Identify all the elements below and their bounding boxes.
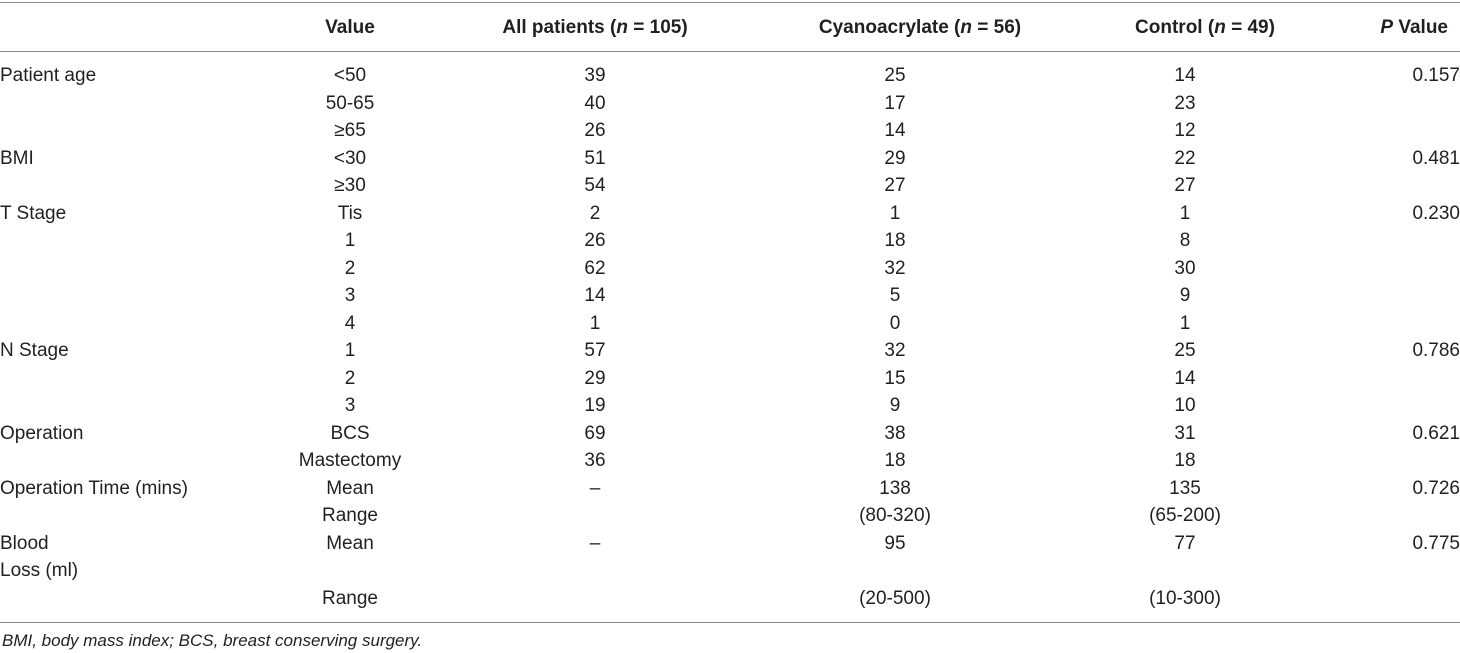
- control-cell: 14: [1174, 65, 1196, 86]
- p-value-cell: [1310, 227, 1460, 255]
- control-cell: 23: [1174, 92, 1196, 114]
- data-table: [0, 62, 1460, 612]
- all-patients-cell: –: [589, 532, 601, 554]
- value-cell: ≥65: [334, 120, 366, 141]
- table-row: [0, 62, 1460, 90]
- p-value-cell: [1310, 365, 1460, 393]
- all-patients-cell: 29: [584, 367, 606, 389]
- row-label-cell: BMI: [0, 147, 34, 169]
- value-cell: Mastectomy: [298, 450, 402, 471]
- row-label-cell: [0, 447, 240, 475]
- table-row: [0, 447, 1460, 475]
- control-cell: (65-200): [1149, 505, 1221, 526]
- all-patients-cell: [460, 557, 730, 585]
- row-label-cell: [0, 117, 240, 145]
- table-row: [0, 255, 1460, 283]
- table-row: [0, 502, 1460, 530]
- value-cell: 50-65: [325, 92, 375, 114]
- p-value-cell: [1310, 282, 1460, 310]
- cyanoacrylate-cell: 27: [884, 175, 906, 196]
- all-patients-cell: 26: [584, 230, 606, 251]
- table-row: [0, 530, 1460, 558]
- value-cell: BCS: [330, 422, 370, 444]
- value-cell: 3: [344, 395, 356, 416]
- all-patients-cell: 51: [584, 147, 606, 169]
- value-cell: ≥30: [334, 175, 366, 196]
- row-label-cell: Patient age: [0, 65, 97, 86]
- table-row: [0, 227, 1460, 255]
- table-top-rule: [0, 2, 1460, 3]
- value-cell: Mean: [326, 477, 374, 499]
- value-cell: 2: [344, 367, 356, 389]
- value-cell: Range: [322, 505, 378, 526]
- table-row: [0, 200, 1460, 228]
- p-value-cell: 0.786: [1412, 340, 1460, 361]
- cyanoacrylate-cell: (20-500): [859, 587, 931, 609]
- cyanoacrylate-cell: 95: [884, 532, 906, 554]
- table-row: [0, 172, 1460, 200]
- table-row: [0, 337, 1460, 365]
- table-row: [0, 282, 1460, 310]
- value-cell: <30: [333, 147, 367, 169]
- all-patients-cell: [460, 585, 730, 613]
- row-label-cell: N Stage: [0, 340, 69, 361]
- table-row: [0, 365, 1460, 393]
- all-patients-cell: 14: [584, 285, 606, 306]
- all-patients-cell: [460, 502, 730, 530]
- cyanoacrylate-cell: [730, 557, 1060, 585]
- table-row: [0, 557, 1460, 585]
- header-value: Value: [325, 17, 375, 38]
- row-label-cell: [0, 502, 240, 530]
- control-cell: 14: [1174, 367, 1196, 389]
- cyanoacrylate-cell: 138: [879, 477, 911, 499]
- p-value-cell: [1310, 392, 1460, 420]
- value-cell: Mean: [326, 532, 374, 554]
- control-cell: 8: [1179, 230, 1191, 251]
- control-cell: [1060, 557, 1310, 585]
- row-label-cell: [0, 255, 240, 283]
- p-value-cell: 0.157: [1412, 65, 1460, 86]
- control-cell: 27: [1174, 175, 1196, 196]
- cyanoacrylate-cell: 0: [889, 312, 901, 334]
- row-label-cell: Operation: [0, 422, 84, 444]
- row-label-cell: [0, 310, 240, 338]
- row-label-cell: [0, 585, 240, 613]
- control-cell: 77: [1174, 532, 1196, 554]
- p-value-cell: [1310, 557, 1460, 585]
- cyanoacrylate-cell: 18: [884, 450, 906, 471]
- p-value-cell: 0.621: [1412, 422, 1460, 444]
- all-patients-cell: 62: [584, 257, 606, 279]
- p-value-cell: 0.481: [1412, 147, 1460, 169]
- row-label-cell: [0, 227, 240, 255]
- cyanoacrylate-cell: 32: [884, 340, 906, 361]
- control-cell: 1: [1179, 202, 1191, 224]
- value-cell: 4: [344, 312, 356, 334]
- p-value-cell: [1310, 90, 1460, 118]
- value-cell: 1: [344, 230, 356, 251]
- control-cell: 31: [1174, 422, 1196, 444]
- control-cell: 1: [1179, 312, 1191, 334]
- all-patients-cell: 39: [584, 65, 606, 86]
- p-value-cell: [1310, 310, 1460, 338]
- p-value-cell: 0.230: [1412, 202, 1460, 224]
- all-patients-cell: 19: [584, 395, 606, 416]
- cyanoacrylate-cell: 18: [884, 230, 906, 251]
- cyanoacrylate-cell: 25: [884, 65, 906, 86]
- table-row: [0, 420, 1460, 448]
- row-label-cell: Blood: [0, 532, 49, 554]
- all-patients-cell: 40: [584, 92, 606, 114]
- table-row: [0, 90, 1460, 118]
- all-patients-cell: 26: [584, 120, 606, 141]
- p-value-cell: 0.726: [1412, 477, 1460, 499]
- all-patients-cell: –: [589, 477, 601, 499]
- table-row: [0, 475, 1460, 503]
- header-all-patients: All patients (n = 105): [502, 17, 688, 38]
- value-cell: 1: [344, 340, 356, 361]
- p-value-cell: [1310, 117, 1460, 145]
- value-cell: 3: [344, 285, 356, 306]
- control-cell: 135: [1169, 477, 1201, 499]
- all-patients-cell: 36: [584, 450, 606, 471]
- cyanoacrylate-cell: (80-320): [859, 505, 931, 526]
- table-footnote: BMI, body mass index; BCS, breast conserving surgery.: [2, 631, 423, 650]
- table-header-rule: [0, 51, 1460, 52]
- p-value-cell: 0.775: [1412, 532, 1460, 554]
- cyanoacrylate-cell: 15: [884, 367, 906, 389]
- row-label-cell: Operation Time (mins): [0, 477, 188, 499]
- header-p-value: P Value: [1380, 17, 1448, 38]
- table-row: [0, 392, 1460, 420]
- control-cell: 12: [1174, 120, 1196, 141]
- control-cell: 22: [1174, 147, 1196, 169]
- cyanoacrylate-cell: 1: [889, 202, 901, 224]
- value-cell: Tis: [337, 202, 363, 224]
- all-patients-cell: 54: [584, 175, 606, 196]
- all-patients-cell: 57: [584, 340, 606, 361]
- all-patients-cell: 69: [584, 422, 606, 444]
- table-row: [0, 585, 1460, 613]
- p-value-cell: [1310, 502, 1460, 530]
- table-row: [0, 310, 1460, 338]
- cyanoacrylate-cell: 17: [884, 92, 906, 114]
- control-cell: 10: [1174, 395, 1196, 416]
- table-bottom-rule: [0, 622, 1460, 623]
- row-label-cell: [0, 282, 240, 310]
- cyanoacrylate-cell: 29: [884, 147, 906, 169]
- control-cell: 30: [1174, 257, 1196, 279]
- cyanoacrylate-cell: 9: [889, 395, 901, 416]
- value-cell: <50: [333, 65, 367, 86]
- control-cell: (10-300): [1149, 587, 1221, 609]
- value-cell: Range: [322, 587, 378, 609]
- cyanoacrylate-cell: 32: [884, 257, 906, 279]
- row-label-cell: [0, 172, 240, 200]
- table-body: [0, 62, 1460, 612]
- p-value-cell: [1310, 447, 1460, 475]
- control-cell: 25: [1174, 340, 1196, 361]
- row-label-cell: [0, 392, 240, 420]
- row-label-cell: [0, 365, 240, 393]
- value-cell: 2: [344, 257, 356, 279]
- p-value-cell: [1310, 585, 1460, 613]
- cyanoacrylate-cell: 5: [889, 285, 901, 306]
- header-control: Control (n = 49): [1135, 17, 1275, 38]
- p-value-cell: [1310, 255, 1460, 283]
- header-cyanoacrylate: Cyanoacrylate (n = 56): [818, 17, 1022, 38]
- control-cell: 18: [1174, 450, 1196, 471]
- row-label-cell: [0, 90, 240, 118]
- row-label-cell: T Stage: [0, 202, 67, 224]
- row-label-cell: Loss (ml): [0, 560, 79, 581]
- table-row: [0, 145, 1460, 173]
- value-cell: [240, 557, 460, 585]
- p-value-cell: [1310, 172, 1460, 200]
- table-row: [0, 117, 1460, 145]
- all-patients-cell: 2: [589, 202, 601, 224]
- control-cell: 9: [1179, 285, 1191, 306]
- all-patients-cell: 1: [589, 312, 601, 334]
- cyanoacrylate-cell: 14: [884, 120, 906, 141]
- cyanoacrylate-cell: 38: [884, 422, 906, 444]
